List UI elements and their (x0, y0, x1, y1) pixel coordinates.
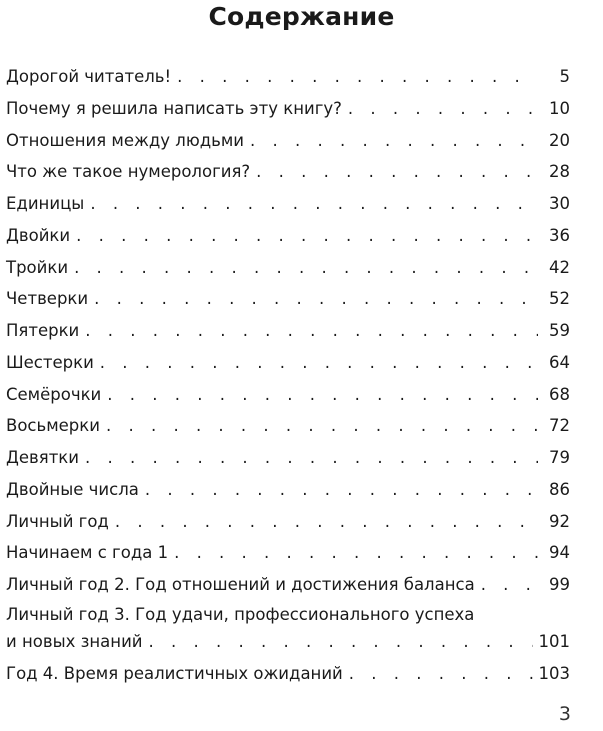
toc-entry-label: Тройки (6, 257, 69, 277)
dot-leader (76, 220, 538, 252)
toc-entry-page: 72 (549, 416, 570, 436)
toc-entry-label: Девятки (6, 448, 79, 467)
toc-entry-label: Единицы (6, 194, 85, 213)
toc-entry-label: Двойные числа (6, 479, 139, 499)
toc-entry-label: Пятерки (6, 321, 80, 340)
toc-entry-page: 59 (549, 321, 570, 340)
toc-entry[interactable] (6, 188, 570, 220)
toc-entry[interactable] (6, 601, 570, 658)
toc-entry[interactable] (6, 315, 570, 347)
toc-entry[interactable] (6, 347, 570, 379)
dot-leader (145, 474, 538, 506)
toc-entry-page: 64 (549, 352, 570, 372)
dot-leader (256, 156, 538, 188)
dot-leader (177, 61, 538, 93)
toc-entry-label: Начинаем с года 1 (6, 543, 169, 563)
toc-entry-page: 86 (549, 479, 570, 499)
page-title: Содержание (208, 2, 395, 31)
dot-leader (90, 188, 538, 220)
toc-entry-label: Личный год 2. Год отношений и достижения баланса (6, 575, 475, 594)
toc-entry-page: 28 (549, 162, 570, 182)
toc-entry-page: 5 (559, 67, 570, 86)
toc-entry[interactable] (6, 410, 570, 442)
toc-entry[interactable] (6, 537, 570, 569)
toc-entry[interactable] (6, 61, 570, 93)
dot-leader (349, 658, 533, 690)
toc-entry[interactable] (6, 220, 570, 252)
toc-entry-label: Личный год (6, 511, 109, 531)
dot-leader (149, 626, 533, 658)
toc-entry-label: Что же такое нумерология? (6, 162, 251, 182)
toc-entry-page: 20 (549, 130, 570, 150)
toc-entry-label: Двойки (6, 225, 71, 245)
toc-entry-page: 92 (549, 511, 570, 531)
toc-entry-page: 94 (549, 543, 570, 563)
page-number: 3 (558, 703, 571, 725)
toc-entry[interactable] (6, 442, 570, 474)
toc-entry[interactable] (6, 93, 570, 125)
toc-entry-label-line1: Личный год 3. Год удачи, профессионального успеха (6, 604, 475, 624)
toc-entry-label: Четверки (6, 289, 89, 309)
toc-entry-page: 68 (549, 384, 570, 404)
dot-leader (94, 283, 538, 315)
dot-leader (348, 93, 538, 125)
toc-entry[interactable] (6, 658, 570, 690)
toc-entry-label: Дорогой читатель! (6, 67, 172, 86)
dot-leader (106, 410, 538, 442)
toc-entry[interactable] (6, 506, 570, 538)
toc-entry[interactable] (6, 125, 570, 157)
toc-entry-page: 103 (538, 663, 570, 683)
dot-leader (174, 537, 538, 569)
dot-leader (250, 125, 538, 157)
toc-entry-page: 79 (549, 448, 570, 467)
dot-leader (85, 442, 538, 474)
toc-entry[interactable] (6, 474, 570, 506)
toc-entry[interactable] (6, 569, 570, 601)
toc-entry-label-line2: и новых знаний (6, 631, 143, 651)
dot-leader (100, 347, 538, 379)
toc-entry-page: 99 (549, 575, 570, 594)
toc-entry-page: 10 (549, 98, 570, 118)
toc-entry-page: 42 (549, 257, 570, 277)
toc-entry[interactable] (6, 252, 570, 284)
toc-entry-label: Шестерки (6, 352, 94, 372)
toc-entry-label: Семёрочки (6, 384, 102, 404)
toc-entry-page: 30 (549, 194, 570, 213)
toc-entry-label: Восьмерки (6, 416, 100, 436)
toc-entry-label: Почему я решила написать эту книгу? (6, 98, 342, 118)
toc-entry-label: Год 4. Время реалистичных ожиданий (6, 663, 343, 683)
toc-entry[interactable] (6, 283, 570, 315)
toc-entry[interactable] (6, 156, 570, 188)
dot-leader (481, 569, 538, 601)
toc-entry-page: 101 (538, 631, 570, 651)
dot-leader (74, 252, 538, 284)
toc-entry-page: 36 (549, 225, 570, 245)
dot-leader (115, 506, 538, 538)
dot-leader (107, 379, 538, 411)
toc-entry-label: Отношения между людьми (6, 130, 245, 150)
table-of-contents (6, 61, 570, 689)
dot-leader (85, 315, 538, 347)
toc-entry[interactable] (6, 379, 570, 411)
toc-entry-page: 52 (549, 289, 570, 309)
